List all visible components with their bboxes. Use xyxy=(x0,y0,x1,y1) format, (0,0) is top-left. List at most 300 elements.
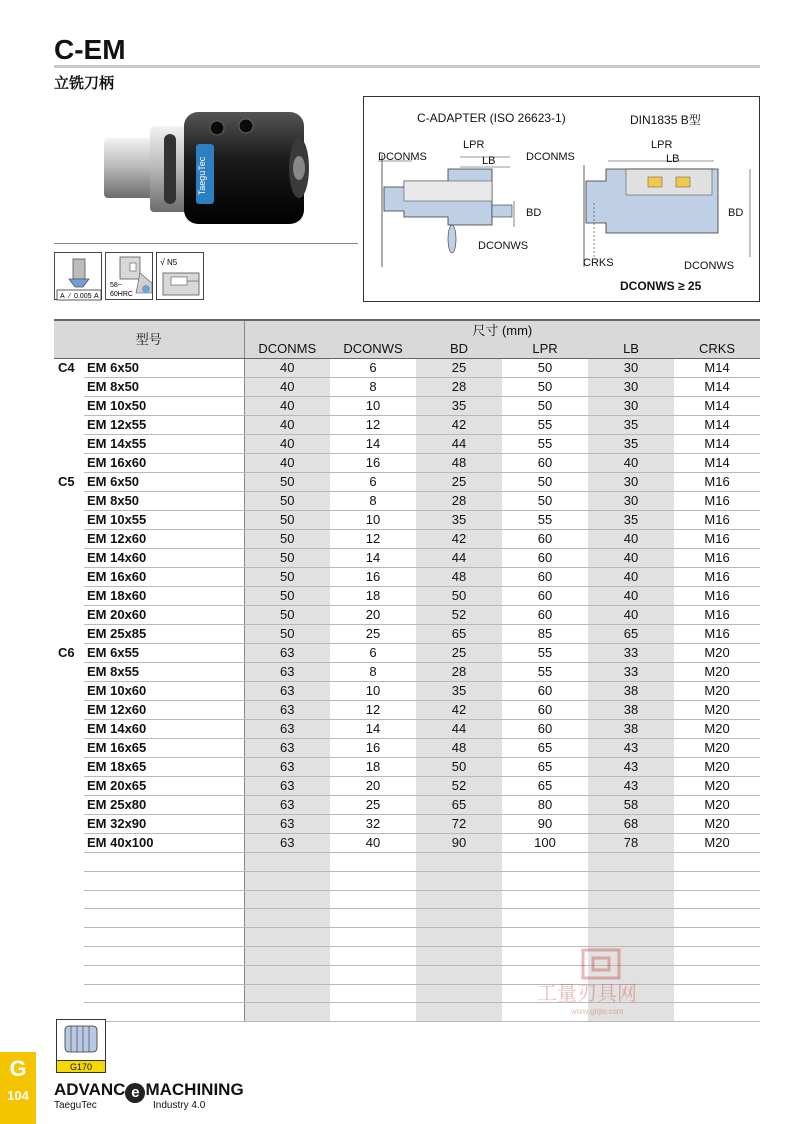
balance-spec-icon xyxy=(54,252,102,300)
page-number: 104 xyxy=(7,1088,29,1103)
row-group xyxy=(54,492,84,511)
cell-lpr: 60 xyxy=(502,682,588,701)
row-model: EM 12x60 xyxy=(84,701,244,720)
empty-cell xyxy=(84,890,244,909)
drawing-right-dconms: DCONMS xyxy=(526,151,575,163)
cell-dconms: 63 xyxy=(244,701,330,720)
row-model: EM 32x90 xyxy=(84,815,244,834)
cell-lb: 68 xyxy=(588,815,674,834)
cell-crks: M16 xyxy=(674,492,760,511)
cell-crks: M20 xyxy=(674,796,760,815)
svg-text:∕: ∕ xyxy=(69,293,71,300)
column-header-lpr: LPR xyxy=(502,340,588,359)
cell-lb: 40 xyxy=(588,530,674,549)
cell-lpr: 55 xyxy=(502,511,588,530)
cell-dconws: 18 xyxy=(330,587,416,606)
empty-cell xyxy=(84,909,244,928)
cell-lpr: 100 xyxy=(502,834,588,853)
dimensions-header: 尺寸 (mm) xyxy=(244,320,760,340)
empty-cell xyxy=(330,965,416,984)
cell-lb: 40 xyxy=(588,587,674,606)
cell-lb: 78 xyxy=(588,834,674,853)
empty-cell xyxy=(502,871,588,890)
cell-lb: 38 xyxy=(588,682,674,701)
table-row xyxy=(54,815,760,834)
cell-dconms: 40 xyxy=(244,454,330,473)
row-model: EM 16x60 xyxy=(84,454,244,473)
surface-finish-icon xyxy=(156,252,204,300)
table-row xyxy=(54,701,760,720)
photo-brand-label: TaeguTec xyxy=(197,156,207,196)
column-header-lb: LB xyxy=(588,340,674,359)
empty-cell xyxy=(84,965,244,984)
row-group xyxy=(54,796,84,815)
cell-lpr: 55 xyxy=(502,435,588,454)
empty-cell xyxy=(674,984,760,1003)
drawing-left-bd: BD xyxy=(526,207,542,219)
cell-dconms: 63 xyxy=(244,777,330,796)
empty-cell xyxy=(54,871,84,890)
cell-bd: 48 xyxy=(416,454,502,473)
cell-crks: M16 xyxy=(674,568,760,587)
cell-bd: 25 xyxy=(416,473,502,492)
cell-bd: 44 xyxy=(416,720,502,739)
row-group xyxy=(54,701,84,720)
empty-cell xyxy=(54,946,84,965)
cell-crks: M20 xyxy=(674,701,760,720)
row-model: EM 10x50 xyxy=(84,397,244,416)
product-photo xyxy=(100,108,315,226)
cell-lb: 43 xyxy=(588,739,674,758)
cell-lpr: 60 xyxy=(502,587,588,606)
empty-cell xyxy=(588,928,674,947)
brand-e-icon: e xyxy=(125,1083,145,1103)
cell-dconms: 63 xyxy=(244,834,330,853)
row-model: EM 10x60 xyxy=(84,682,244,701)
cell-dconms: 63 xyxy=(244,663,330,682)
column-header-bd: BD xyxy=(416,340,502,359)
cell-dconms: 50 xyxy=(244,530,330,549)
svg-text:N5: N5 xyxy=(167,258,178,267)
watermark-text: 工量刃具网 xyxy=(537,981,637,1005)
empty-cell xyxy=(244,1003,330,1022)
page-subtitle: 立铣刀柄 xyxy=(54,74,115,92)
technical-drawing xyxy=(363,96,760,302)
cell-lpr: 55 xyxy=(502,663,588,682)
section-tab xyxy=(0,1052,36,1124)
row-model: EM 16x60 xyxy=(84,568,244,587)
cell-crks: M16 xyxy=(674,587,760,606)
cell-crks: M16 xyxy=(674,511,760,530)
empty-cell xyxy=(416,984,502,1003)
empty-cell xyxy=(244,984,330,1003)
svg-text:A: A xyxy=(60,293,65,300)
cell-lpr: 65 xyxy=(502,739,588,758)
cell-crks: M20 xyxy=(674,682,760,701)
cell-lb: 38 xyxy=(588,701,674,720)
row-group xyxy=(54,720,84,739)
empty-cell xyxy=(330,1003,416,1022)
cell-bd: 50 xyxy=(416,758,502,777)
cell-dconws: 10 xyxy=(330,682,416,701)
svg-text:√: √ xyxy=(160,257,165,267)
cell-dconms: 40 xyxy=(244,416,330,435)
cell-lb: 35 xyxy=(588,435,674,454)
empty-cell xyxy=(502,928,588,947)
cell-dconms: 50 xyxy=(244,549,330,568)
cell-lpr: 60 xyxy=(502,720,588,739)
row-group xyxy=(54,416,84,435)
cell-dconws: 6 xyxy=(330,644,416,663)
cell-bd: 28 xyxy=(416,492,502,511)
cell-dconms: 63 xyxy=(244,644,330,663)
drawing-right-lpr: LPR xyxy=(651,139,673,151)
empty-cell xyxy=(416,946,502,965)
empty-cell xyxy=(54,853,84,872)
cell-lb: 30 xyxy=(588,397,674,416)
empty-cell xyxy=(244,928,330,947)
table-row xyxy=(54,625,760,644)
cell-dconms: 63 xyxy=(244,739,330,758)
empty-row xyxy=(54,928,760,947)
table-row xyxy=(54,644,760,663)
cell-bd: 25 xyxy=(416,359,502,378)
cell-lpr: 50 xyxy=(502,492,588,511)
drawing-right-dconws: DCONWS xyxy=(684,260,735,272)
drawing-left-title: C-ADAPTER (ISO 26623-1) xyxy=(417,111,566,125)
table-row xyxy=(54,416,760,435)
row-model: EM 14x55 xyxy=(84,435,244,454)
cell-lpr: 50 xyxy=(502,359,588,378)
empty-cell xyxy=(416,928,502,947)
cell-dconws: 25 xyxy=(330,796,416,815)
empty-cell xyxy=(330,928,416,947)
row-model: EM 16x65 xyxy=(84,739,244,758)
dimension-table xyxy=(54,319,760,1022)
empty-cell xyxy=(588,909,674,928)
empty-cell xyxy=(54,890,84,909)
empty-cell xyxy=(502,853,588,872)
empty-cell xyxy=(674,871,760,890)
empty-cell xyxy=(244,946,330,965)
cell-lpr: 60 xyxy=(502,701,588,720)
cell-dconws: 32 xyxy=(330,815,416,834)
cell-crks: M20 xyxy=(674,815,760,834)
empty-cell xyxy=(674,853,760,872)
row-model: EM 20x60 xyxy=(84,606,244,625)
row-group xyxy=(54,435,84,454)
drawing-right-title: DIN1835 B型 xyxy=(630,113,701,127)
cell-crks: M14 xyxy=(674,397,760,416)
cell-bd: 65 xyxy=(416,625,502,644)
cell-dconws: 40 xyxy=(330,834,416,853)
cell-dconws: 16 xyxy=(330,568,416,587)
row-group: C4 xyxy=(58,360,75,376)
row-model: EM 10x55 xyxy=(84,511,244,530)
drawing-note: DCONWS ≥ 25 xyxy=(620,279,702,293)
cell-dconws: 20 xyxy=(330,606,416,625)
table-row xyxy=(54,796,760,815)
table-row xyxy=(54,739,760,758)
cell-bd: 90 xyxy=(416,834,502,853)
empty-cell xyxy=(54,928,84,947)
empty-cell xyxy=(330,853,416,872)
cell-lpr: 80 xyxy=(502,796,588,815)
cell-bd: 35 xyxy=(416,397,502,416)
table-row xyxy=(54,359,760,378)
cell-lpr: 90 xyxy=(502,815,588,834)
cell-lb: 40 xyxy=(588,568,674,587)
empty-cell xyxy=(416,890,502,909)
cell-dconws: 8 xyxy=(330,492,416,511)
drawing-right-crks: CRKS xyxy=(583,257,614,269)
empty-cell xyxy=(588,853,674,872)
cell-bd: 42 xyxy=(416,530,502,549)
empty-cell xyxy=(330,984,416,1003)
row-group xyxy=(54,739,84,758)
cell-dconws: 12 xyxy=(330,530,416,549)
empty-row xyxy=(54,853,760,872)
svg-text:58~: 58~ xyxy=(110,282,122,289)
empty-cell xyxy=(244,871,330,890)
empty-cell xyxy=(244,890,330,909)
cell-lpr: 60 xyxy=(502,549,588,568)
cell-dconms: 50 xyxy=(244,606,330,625)
row-model: EM 18x60 xyxy=(84,587,244,606)
cell-dconws: 25 xyxy=(330,625,416,644)
row-group xyxy=(54,663,84,682)
empty-row xyxy=(54,909,760,928)
column-header-crks: CRKS xyxy=(674,340,760,359)
cell-lb: 43 xyxy=(588,777,674,796)
cell-lb: 58 xyxy=(588,796,674,815)
cell-dconms: 63 xyxy=(244,682,330,701)
cell-bd: 72 xyxy=(416,815,502,834)
row-group xyxy=(54,549,84,568)
cell-lpr: 55 xyxy=(502,416,588,435)
cell-lpr: 60 xyxy=(502,568,588,587)
row-group xyxy=(54,777,84,796)
empty-cell xyxy=(416,909,502,928)
svg-text:60HRC: 60HRC xyxy=(110,291,133,298)
cell-dconws: 16 xyxy=(330,454,416,473)
drawing-right-bd: BD xyxy=(728,207,744,219)
table-row xyxy=(54,587,760,606)
drawing-left-lpr: LPR xyxy=(463,139,485,151)
empty-cell xyxy=(244,853,330,872)
empty-cell xyxy=(84,946,244,965)
cell-bd: 52 xyxy=(416,777,502,796)
model-column-header: 型号 xyxy=(54,320,244,359)
row-model: EM 8x55 xyxy=(84,663,244,682)
cell-dconms: 40 xyxy=(244,397,330,416)
cell-dconms: 63 xyxy=(244,758,330,777)
cell-bd: 65 xyxy=(416,796,502,815)
row-group xyxy=(54,682,84,701)
cell-dconws: 14 xyxy=(330,549,416,568)
empty-cell xyxy=(416,871,502,890)
row-model: EM 8x50 xyxy=(84,492,244,511)
photo-divider xyxy=(54,243,358,244)
table-row xyxy=(54,568,760,587)
row-model: EM 12x60 xyxy=(84,530,244,549)
cell-lpr: 85 xyxy=(502,625,588,644)
cell-dconms: 50 xyxy=(244,587,330,606)
cell-bd: 42 xyxy=(416,701,502,720)
table-row xyxy=(54,834,760,853)
cell-crks: M20 xyxy=(674,739,760,758)
cell-bd: 44 xyxy=(416,435,502,454)
cell-bd: 28 xyxy=(416,378,502,397)
cell-crks: M20 xyxy=(674,663,760,682)
row-group xyxy=(54,606,84,625)
cell-bd: 35 xyxy=(416,682,502,701)
reference-icon[interactable] xyxy=(56,1019,106,1073)
row-group xyxy=(54,587,84,606)
row-model: EM 20x65 xyxy=(84,777,244,796)
table-row xyxy=(54,397,760,416)
cell-dconms: 50 xyxy=(244,473,330,492)
watermark-logo xyxy=(535,948,675,1018)
row-group xyxy=(54,568,84,587)
spec-icons xyxy=(54,252,204,302)
cell-crks: M14 xyxy=(674,359,760,378)
cell-lpr: 65 xyxy=(502,758,588,777)
cell-lb: 33 xyxy=(588,644,674,663)
empty-cell xyxy=(330,871,416,890)
row-model: EM 25x85 xyxy=(84,625,244,644)
cell-crks: M14 xyxy=(674,416,760,435)
cell-crks: M16 xyxy=(674,606,760,625)
cell-bd: 50 xyxy=(416,587,502,606)
cell-dconms: 40 xyxy=(244,435,330,454)
section-letter: G xyxy=(9,1056,27,1081)
cell-crks: M16 xyxy=(674,549,760,568)
cell-dconws: 10 xyxy=(330,511,416,530)
cell-lb: 35 xyxy=(588,511,674,530)
column-header-dconms: DCONMS xyxy=(244,340,330,359)
svg-text:A: A xyxy=(94,293,99,300)
row-group: C6 xyxy=(58,645,75,660)
cell-dconms: 63 xyxy=(244,815,330,834)
row-group xyxy=(54,511,84,530)
row-group xyxy=(54,397,84,416)
row-model: EM 6x55 xyxy=(84,644,244,663)
cell-lb: 40 xyxy=(588,549,674,568)
empty-cell xyxy=(674,965,760,984)
empty-cell xyxy=(54,965,84,984)
cell-bd: 44 xyxy=(416,549,502,568)
row-model: EM 8x50 xyxy=(84,378,244,397)
cell-lb: 40 xyxy=(588,606,674,625)
cell-dconws: 12 xyxy=(330,701,416,720)
row-group xyxy=(54,625,84,644)
cell-crks: M20 xyxy=(674,777,760,796)
empty-cell xyxy=(330,890,416,909)
row-group xyxy=(54,530,84,549)
cell-lpr: 55 xyxy=(502,644,588,663)
empty-cell xyxy=(330,946,416,965)
table-row xyxy=(54,473,760,492)
cell-dconws: 14 xyxy=(330,435,416,454)
row-model: EM 14x60 xyxy=(84,549,244,568)
column-header-dconws: DCONWS xyxy=(330,340,416,359)
cell-dconws: 6 xyxy=(330,473,416,492)
empty-cell xyxy=(244,909,330,928)
drawing-lines xyxy=(364,97,761,303)
brand-logo: ADVANC e MACHINING xyxy=(54,1080,244,1101)
cell-crks: M14 xyxy=(674,378,760,397)
empty-cell xyxy=(502,890,588,909)
table-row xyxy=(54,606,760,625)
cell-lpr: 65 xyxy=(502,777,588,796)
cell-dconms: 63 xyxy=(244,720,330,739)
row-group xyxy=(54,815,84,834)
empty-cell xyxy=(84,853,244,872)
cell-dconws: 14 xyxy=(330,720,416,739)
cell-lb: 30 xyxy=(588,359,674,378)
empty-row xyxy=(54,871,760,890)
empty-cell xyxy=(502,909,588,928)
drawing-right-lb: LB xyxy=(666,153,680,165)
table-row xyxy=(54,682,760,701)
table-row xyxy=(54,378,760,397)
empty-cell xyxy=(416,965,502,984)
table-row xyxy=(54,777,760,796)
empty-cell xyxy=(588,890,674,909)
watermark-url: www.glrjw.com xyxy=(571,1007,624,1016)
cell-dconws: 8 xyxy=(330,663,416,682)
empty-cell xyxy=(416,853,502,872)
cell-dconms: 40 xyxy=(244,378,330,397)
cell-lpr: 60 xyxy=(502,606,588,625)
cell-dconms: 50 xyxy=(244,511,330,530)
cell-crks: M14 xyxy=(674,435,760,454)
empty-row xyxy=(54,890,760,909)
empty-cell xyxy=(674,928,760,947)
empty-cell xyxy=(84,928,244,947)
brand-tagline: Industry 4.0 xyxy=(153,1100,206,1111)
cell-dconms: 50 xyxy=(244,492,330,511)
empty-cell xyxy=(330,909,416,928)
cell-lb: 33 xyxy=(588,663,674,682)
brand-company: TaeguTec xyxy=(54,1100,97,1111)
cell-bd: 25 xyxy=(416,644,502,663)
cell-dconms: 50 xyxy=(244,625,330,644)
empty-cell xyxy=(84,871,244,890)
cell-dconws: 6 xyxy=(330,359,416,378)
cell-dconws: 10 xyxy=(330,397,416,416)
cell-bd: 35 xyxy=(416,511,502,530)
cell-lpr: 50 xyxy=(502,378,588,397)
empty-cell xyxy=(588,871,674,890)
cell-dconws: 18 xyxy=(330,758,416,777)
cell-lb: 35 xyxy=(588,416,674,435)
reference-tag: G170 xyxy=(57,1060,105,1072)
cell-dconws: 20 xyxy=(330,777,416,796)
table-row xyxy=(54,511,760,530)
table-row xyxy=(54,435,760,454)
cell-crks: M16 xyxy=(674,473,760,492)
row-group: C5 xyxy=(58,474,75,489)
cell-lb: 40 xyxy=(588,454,674,473)
cell-lb: 65 xyxy=(588,625,674,644)
row-group xyxy=(54,378,84,397)
cell-crks: M20 xyxy=(674,644,760,663)
cell-dconws: 8 xyxy=(330,378,416,397)
cell-crks: M20 xyxy=(674,720,760,739)
empty-cell xyxy=(244,965,330,984)
